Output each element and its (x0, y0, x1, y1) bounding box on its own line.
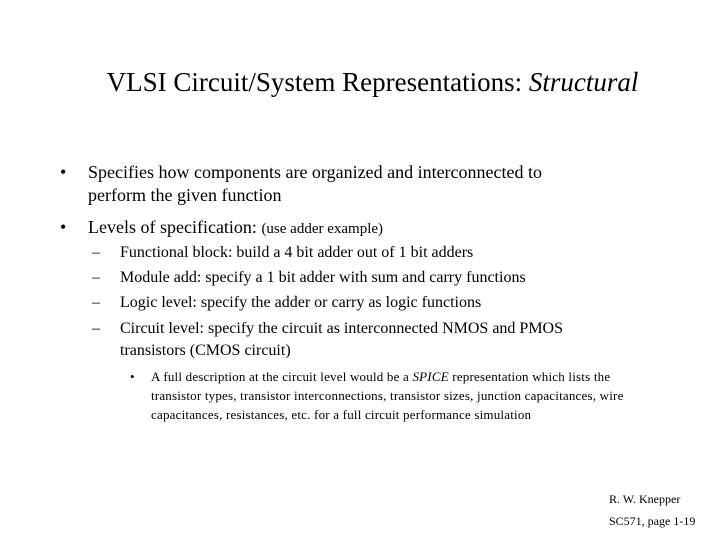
footer-page-number: SC571, page 1-19 (609, 514, 696, 528)
bullet-text-line-1: Specifies how components are organized and interconnected to (88, 162, 543, 182)
note-text (151, 367, 661, 424)
sub-bullet-item (92, 242, 672, 264)
note-marker: • (130, 369, 135, 384)
sub-bullet-item (92, 318, 682, 362)
sub-bullet-text: Logic level: specify the adder or carry as logic functions (120, 294, 482, 311)
bullet-marker: • (60, 162, 67, 182)
bullet-item (60, 216, 680, 239)
sub-bullet-item (92, 292, 672, 314)
note-text-before: A full description at the circuit level would be a (151, 369, 413, 384)
slide-title-emphasis: Structural (528, 67, 639, 97)
note-text-emphasis: SPICE (412, 369, 449, 384)
bullet-text-main: Levels of specification: (88, 217, 262, 237)
bullet-text-line-2: perform the given function (88, 185, 282, 205)
bullet-text-small: (use adder example) (261, 221, 384, 237)
slide-title (0, 66, 720, 98)
bullet-item (60, 161, 680, 207)
sub-bullet-item (92, 267, 672, 289)
sub-bullet-text-line-2: transistors (CMOS circuit) (120, 342, 291, 359)
sub-bullet-text: Functional block: build a 4 bit adder out of 1 bit adders (120, 244, 474, 261)
sub-bullet-marker: – (92, 244, 100, 261)
bullet-text-line-1 (88, 216, 383, 241)
sub-bullet-text-line-1: Circuit level: specify the circuit as interconnected NMOS and PMOS (120, 320, 564, 337)
bullet-marker: • (60, 217, 67, 237)
sub-bullet-text: Module add: specify a 1 bit adder with sum and carry functions (120, 269, 526, 286)
sub-bullet-marker: – (92, 320, 100, 337)
sub-bullet-marker: – (92, 294, 100, 311)
footer-author: R. W. Knepper (609, 492, 681, 506)
note-text-after: representation which lists the transistor types, transistor interconnections, transistor sizes, junction capacitances, wire capacitances, resistances, etc. for a full circuit performance simulation (151, 369, 624, 422)
sub-bullet-marker: – (92, 269, 100, 286)
slide-title-main: VLSI Circuit/System Representations: (106, 67, 529, 97)
